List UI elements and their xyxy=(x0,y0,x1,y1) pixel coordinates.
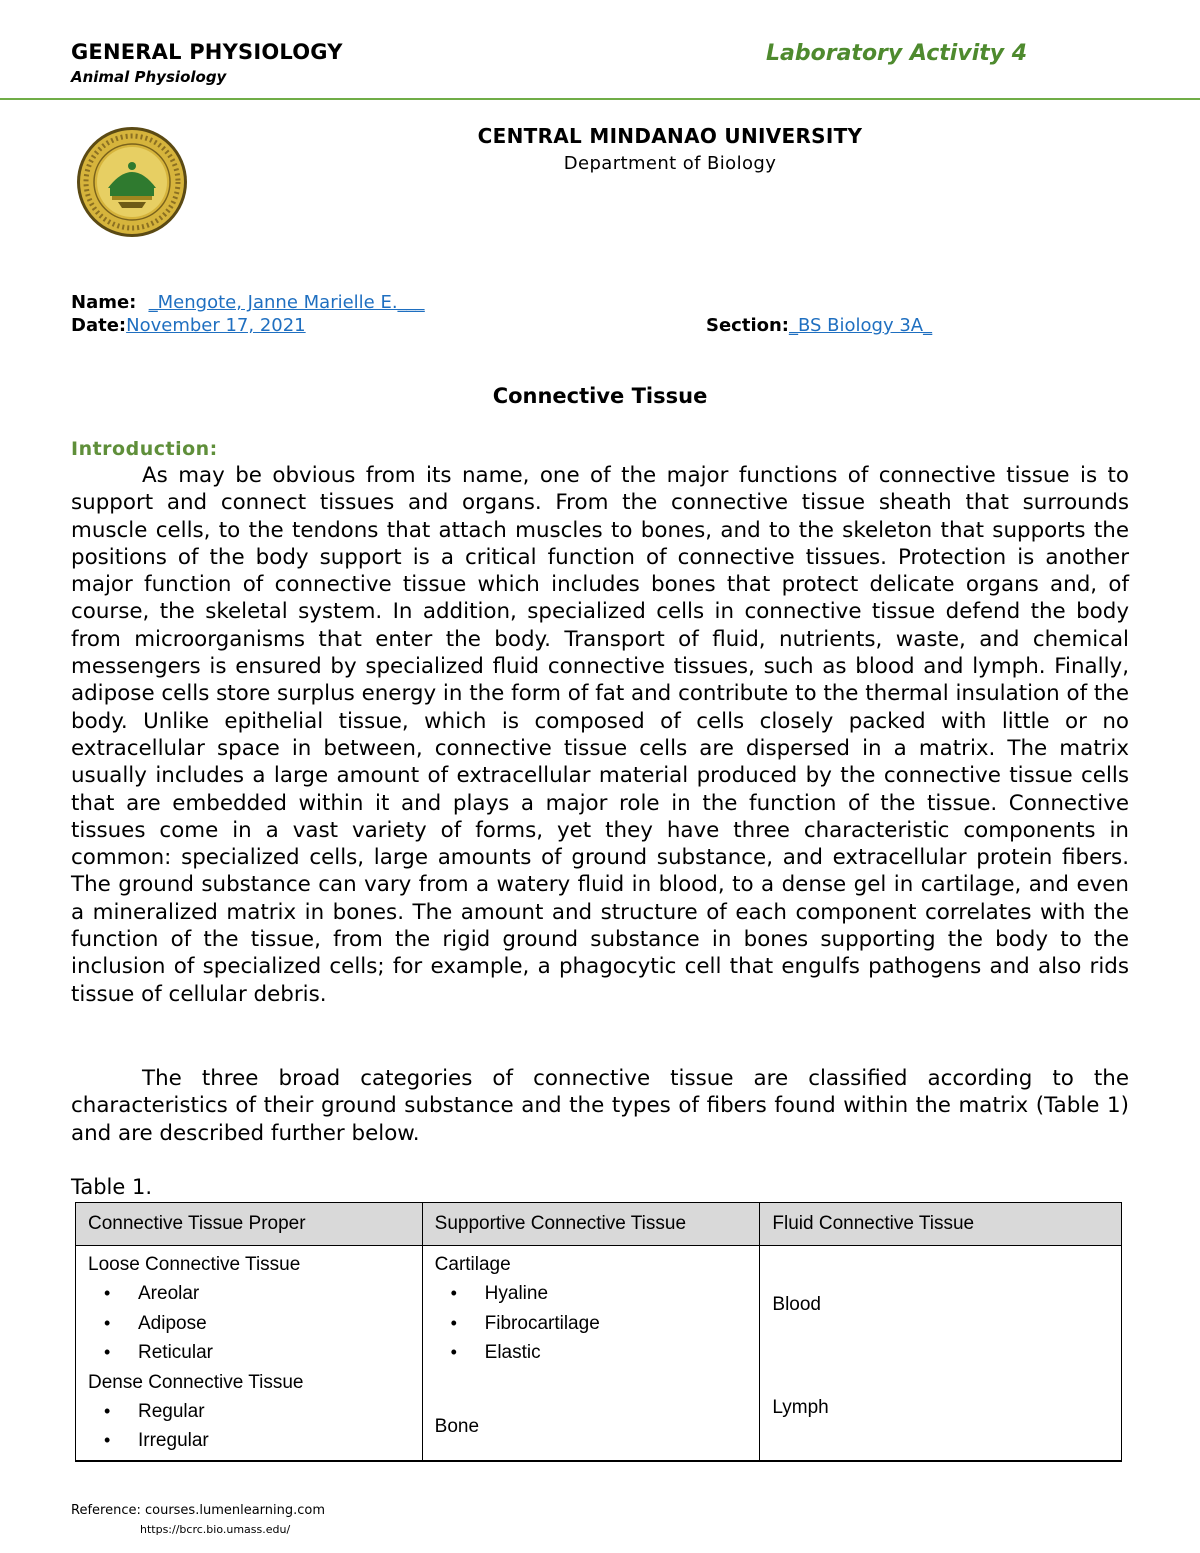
intro-paragraph-1: As may be obvious from its name, one of the major functions of connective tissue is to support and connect tissues and organs. From the connective tissue sheath that surrounds muscle cells, to the tendons that attach muscles to bones, and to the skeleton that supports the positions of the body support is a critical function of connective tissues. Protection is another major function of connective tissue which includes bones that protect delicate organs and, of course, the skeletal system. In addition, specialized cells in connective tissue defend the body from microorganisms that enter the body. Transport of fluid, nutrients, waste, and chemical messengers is ensured by specialized fluid connective tissues, such as blood and lymph. Finally, adipose cells store surplus energy in the form of fat and contribute to the thermal insulation of the body. Unlike epithelial tissue, which is composed of cells closely packed with little or no extracellular space in between, connective tissue cells are dispersed in a matrix. The matrix usually includes a large amount of extracellular material produced by the connective tissue cells that are embedded within it and plays a major role in the function of the tissue. Connective tissues come in a vast variety of forms, yet they have three characteristic components in common: specialized cells, large amounts of ground substance, and extracellular protein fibers. The ground substance can vary from a watery fluid in blood, to a dense gel in cartilage, and even a mineralized matrix in bones. The amount and structure of each component correlates with the function of the tissue, from the rigid ground substance in bones supporting the body to the inclusion of specialized cells; for example, a phagocytic cell that engulfs pathogens and also rids tissue of cellular debris. xyxy=(71,463,1130,1007)
bone-label: Bone xyxy=(434,1415,480,1437)
list-item: • Hyaline xyxy=(485,1279,748,1309)
table-caption: Table 1. xyxy=(71,1175,153,1199)
dense-list xyxy=(88,1397,410,1456)
loose-list xyxy=(88,1279,410,1368)
list-item: • Adipose xyxy=(138,1309,410,1339)
connective-tissue-table xyxy=(75,1202,1122,1462)
cell-supportive xyxy=(422,1246,760,1461)
department-name: Department of Biology xyxy=(563,153,777,174)
list-item: • Areolar xyxy=(138,1279,410,1309)
loose-label: Loose Connective Tissue xyxy=(88,1254,301,1275)
date-label: Date: xyxy=(71,315,127,336)
name-value[interactable]: _Mengote, Janne Marielle E.___ xyxy=(148,292,425,313)
list-item: • Reticular xyxy=(138,1338,410,1368)
name-label: Name: xyxy=(71,292,137,313)
section-row xyxy=(706,315,932,336)
cell-fluid xyxy=(760,1246,1122,1461)
date-value[interactable]: November 17, 2021 xyxy=(126,315,306,336)
header-fluid: Fluid Connective Tissue xyxy=(760,1203,1122,1246)
section-value[interactable]: _BS Biology 3A_ xyxy=(789,315,933,336)
cartilage-list xyxy=(435,1279,748,1368)
reference-url[interactable]: https://bcrc.bio.umass.edu/ xyxy=(140,1523,291,1536)
lymph-label: Lymph xyxy=(772,1397,829,1418)
header-proper: Connective Tissue Proper xyxy=(76,1203,423,1246)
name-row xyxy=(71,292,425,313)
intro-paragraph-2: The three broad categories of connective tissue are classified according to the characteristics of their ground substance and the types of fibers found within the matrix (Table 1) and are described further below. xyxy=(71,1066,1129,1146)
course-subtitle: Animal Physiology xyxy=(71,68,227,86)
list-item: • Fibrocartilage xyxy=(485,1309,748,1339)
table-row xyxy=(76,1246,1122,1461)
section-label: Section: xyxy=(706,315,789,336)
list-item: • Elastic xyxy=(485,1338,748,1368)
university-name: CENTRAL MINDANAO UNIVERSITY xyxy=(477,124,863,148)
dense-label: Dense Connective Tissue xyxy=(88,1371,304,1393)
university-seal-icon xyxy=(76,126,188,238)
course-title: GENERAL PHYSIOLOGY xyxy=(71,40,343,64)
header-supportive: Supportive Connective Tissue xyxy=(422,1203,760,1246)
table-header-row xyxy=(76,1203,1122,1246)
list-item: • Irregular xyxy=(138,1426,410,1456)
cartilage-label: Cartilage xyxy=(434,1254,511,1275)
reference-text: Reference: courses.lumenlearning.com xyxy=(71,1503,326,1518)
introduction-heading: Introduction: xyxy=(71,438,218,460)
cell-proper xyxy=(76,1246,423,1461)
activity-label: Laboratory Activity 4 xyxy=(766,41,1028,66)
list-item: • Regular xyxy=(138,1397,410,1427)
blood-label: Blood xyxy=(772,1294,821,1315)
date-row xyxy=(71,315,306,336)
document-title: Connective Tissue xyxy=(492,384,708,408)
header-divider xyxy=(0,98,1200,100)
